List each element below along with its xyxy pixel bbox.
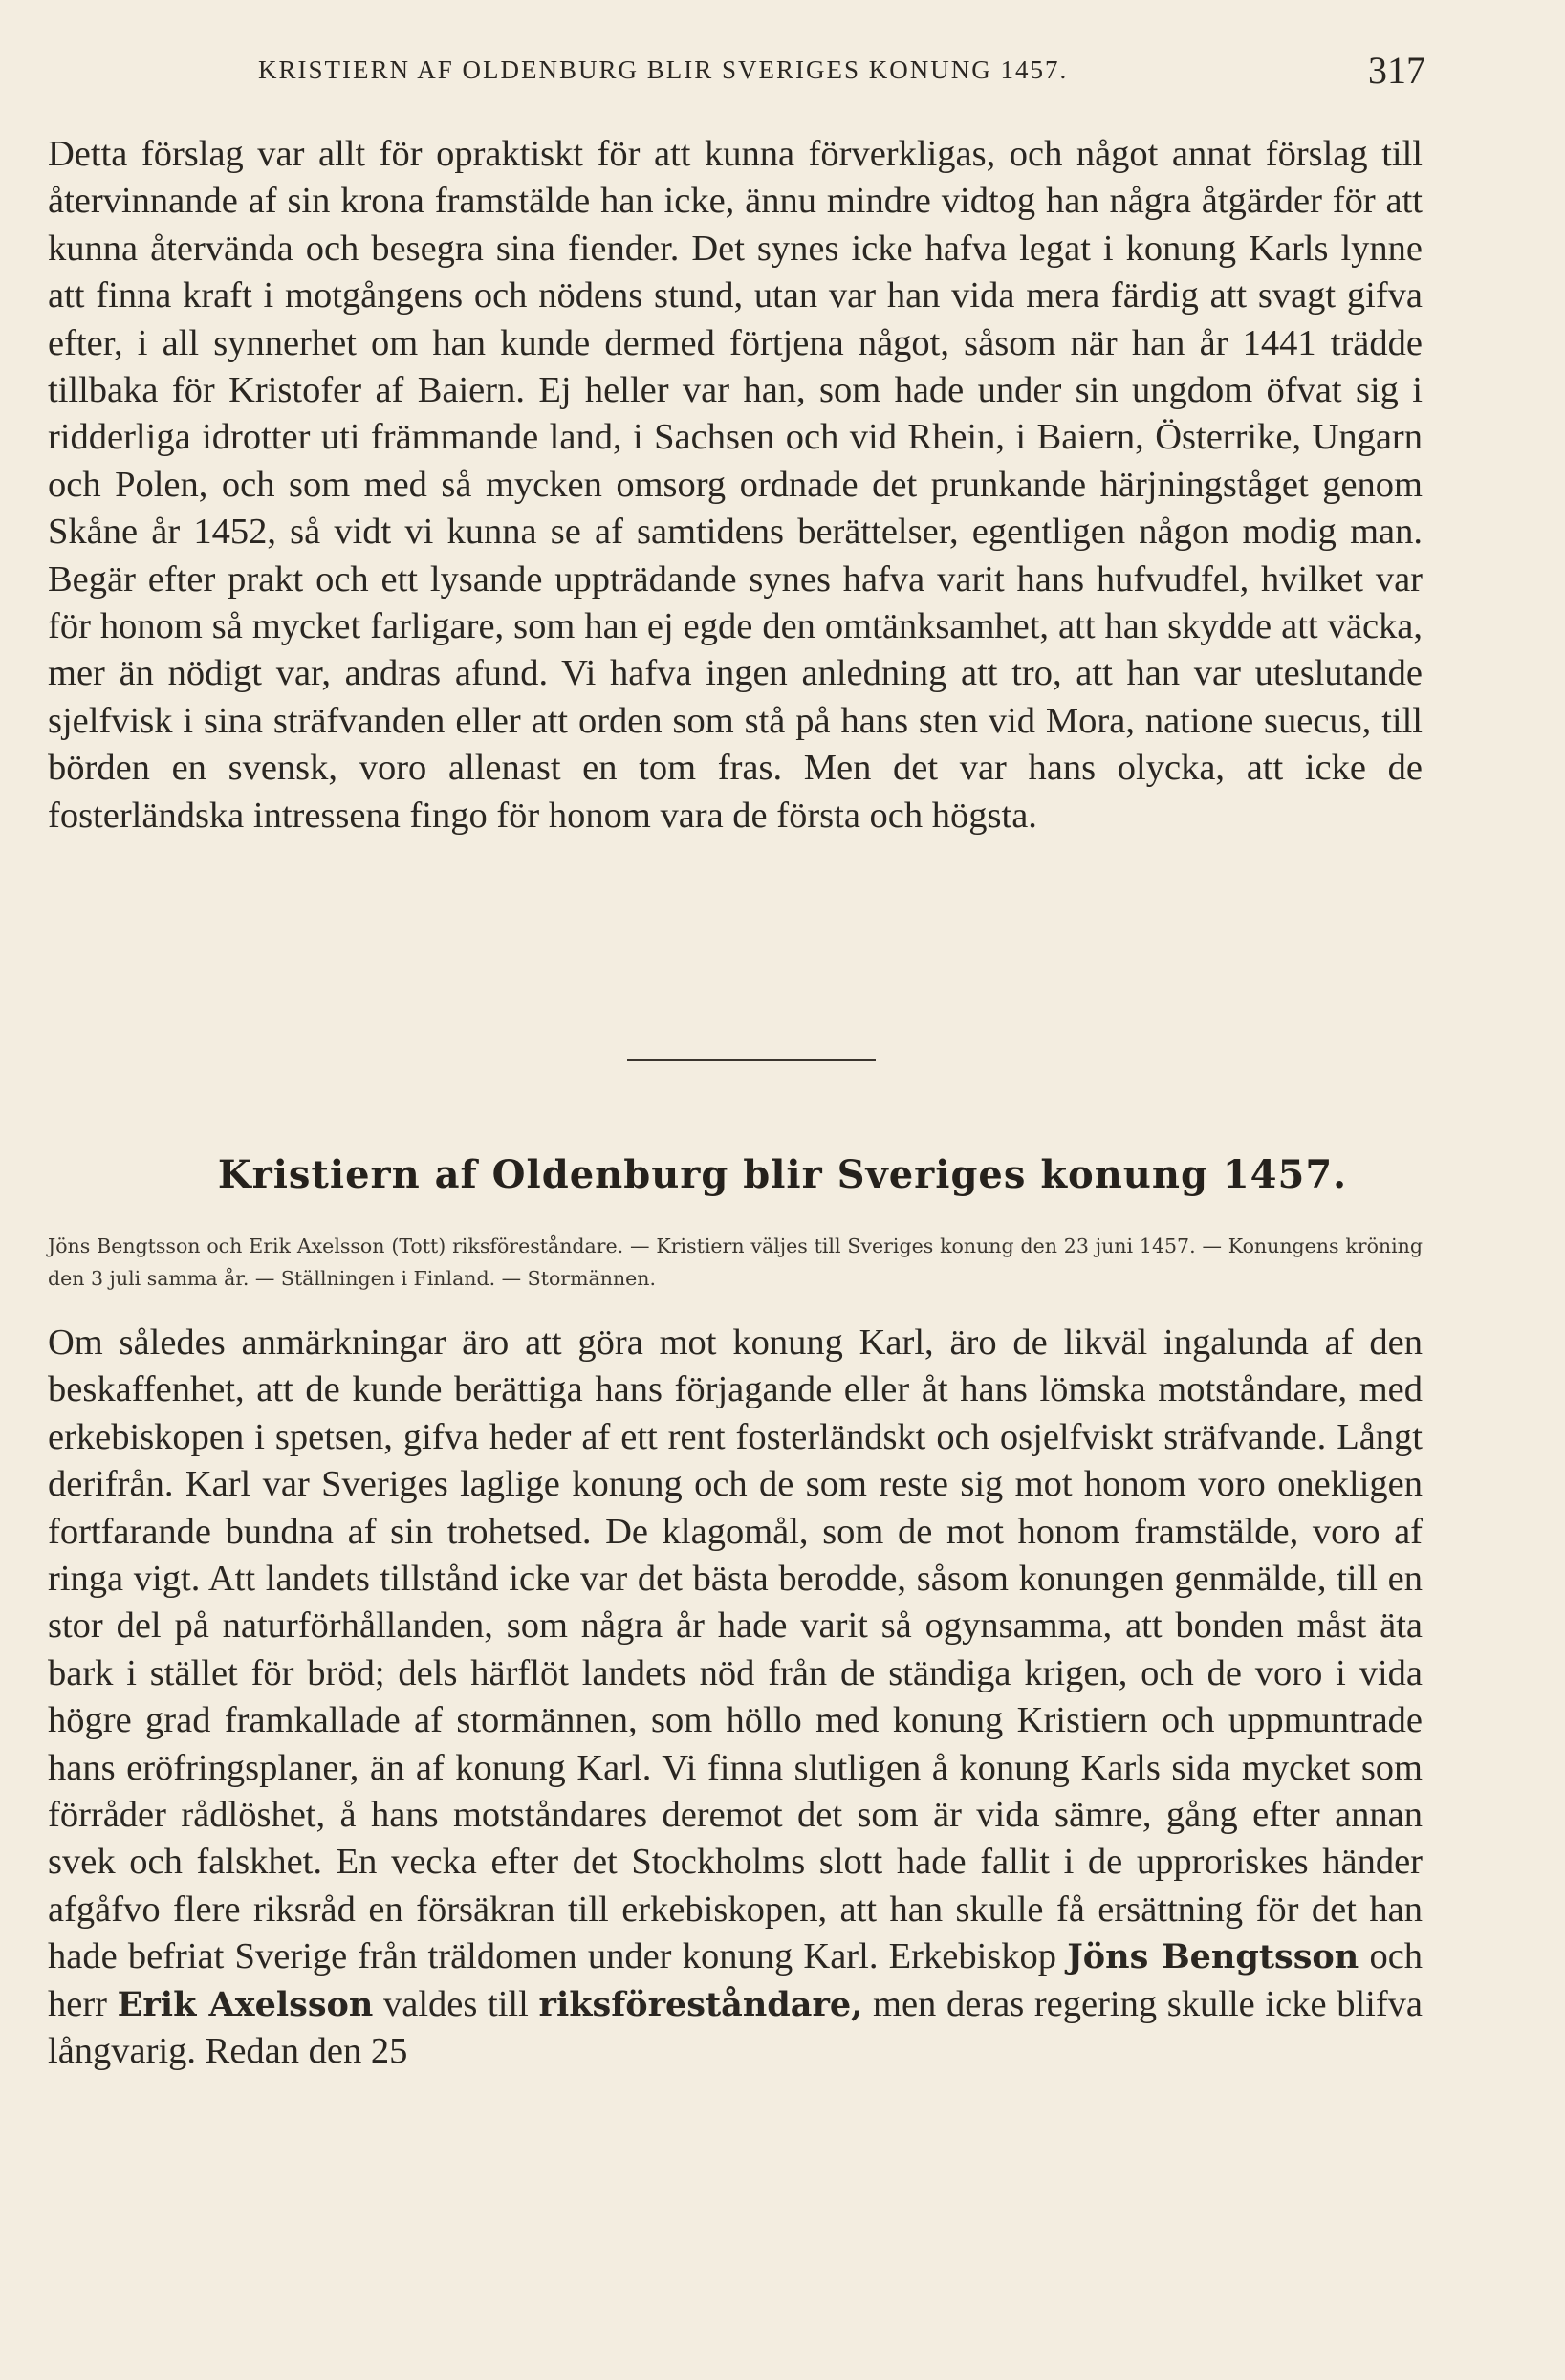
paragraph-bottom xyxy=(48,1320,1423,2076)
section-title: Kristiern af Oldenburg blir Sveriges konung 1457. xyxy=(217,1152,1348,1197)
name-erik-axelsson: Erik Axelsson xyxy=(117,1984,374,2024)
section-divider xyxy=(627,1059,876,1061)
text-connector-1: och herr xyxy=(48,1936,1424,2024)
page-number: 317 xyxy=(1368,49,1425,92)
running-head: KRISTIERN AF OLDENBURG BLIR SVERIGES KONUNG 1457. xyxy=(258,55,1069,84)
text-connector-2: valdes till xyxy=(383,1983,529,2024)
term-riksforestandare: riksföreståndare, xyxy=(538,1984,863,2024)
section-summary: Jöns Bengtsson och Erik Axelsson (Tott) riksföreståndare. — Kristiern väljes till Sveriges konung den 23 juni 1457. — Konungens kröning den 3 juli samma år. — Ställningen i Finland. — Stormännen. xyxy=(48,1234,1423,1290)
paragraph-bottom-text: Om således anmärkningar äro att göra mot konung Karl, äro de likväl ingalunda af den beskaffenhet, att de kunde berättiga hans förjagande eller åt hans lömska motståndare, med erkebiskopen i spetsen, gifva heder af ett rent fosterländskt och osjelfviskt sträfvande. Långt derifrån. Karl var Sveriges laglige konung och de som reste sig mot honom voro onekligen fortfarande bundna af sin trohetsed. De klagomål, som de mot honom framstälde, voro af ringa vigt. Att landets tillstånd icke var det bästa berodde, såsom konungen genmälde, till en stor del på naturförhållanden, som några år hade varit så ogynsamma, att bonden måst äta bark i stället för bröd; dels härflöt landets nöd från de ständiga krigen, och de voro i vida högre grad framkallade af stormännen, som höllo med konung Kristiern och uppmuntrade hans eröfringsplaner, än af konung Karl. Vi finna slutligen å konung Karls sida mycket som förråder rådlöshet, å hans motståndares deremot det som är vida sämre, gång efter annan svek och falskhet. En vecka efter det Stockholms slott hade fallit i de upproriskes händer afgåfvo flere riksråd en försäkran till erkebiskopen, att han skulle få ersättning för det han hade befriat Sverige från träldomen under konung Karl. Erkebiskop xyxy=(48,1322,1423,1977)
paragraph-bottom-end: men deras regering skulle icke blifva långvarig. Redan den 25 xyxy=(48,1983,1424,2072)
name-jons-bengtsson: Jöns Bengtsson xyxy=(1067,1937,1359,1977)
paragraph-top: Detta förslag var allt för opraktiskt för att kunna förverkligas, och något annat förslag till återvinnande af sin krona framstälde han icke, ännu mindre vidtog han några åtgärder för att kunna återvända och besegra sina fiender. Det synes icke hafva legat i konung Karls lynne att finna kraft i motgångens och nödens stund, utan var han vida mera färdig att svagt gifva efter, i all synnerhet om han kunde dermed förtjena något, såsom när han år 1441 trädde tillbaka för Kristofer af Baiern. Ej heller var han, som hade under sin ungdom öfvat sig i ridderliga idrotter uti främmande land, i Sachsen och vid Rhein, i Baiern, Österrike, Ungarn och Polen, och som med så mycken omsorg ordnade det prunkande härjningståget genom Skåne år 1452, så vidt vi kunna se af samtidens berättelser, egentligen någon modig man. Begär efter prakt och ett lysande uppträdande synes hafva varit hans hufvudfel, hvilket var för honom så mycket farligare, som han ej egde den omtänksamhet, att han skydde att väcka, mer än nödigt var, andras afund. Vi hafva ingen anledning att tro, att han var uteslutande sjelfvisk i sina sträfvanden eller att orden som stå på hans sten vid Mora, natione suecus, till börden en svensk, voro allenast en tom fras. Men det var hans olycka, att icke de fosterländska intressena fingo för honom vara de första och högsta. xyxy=(48,134,1423,836)
